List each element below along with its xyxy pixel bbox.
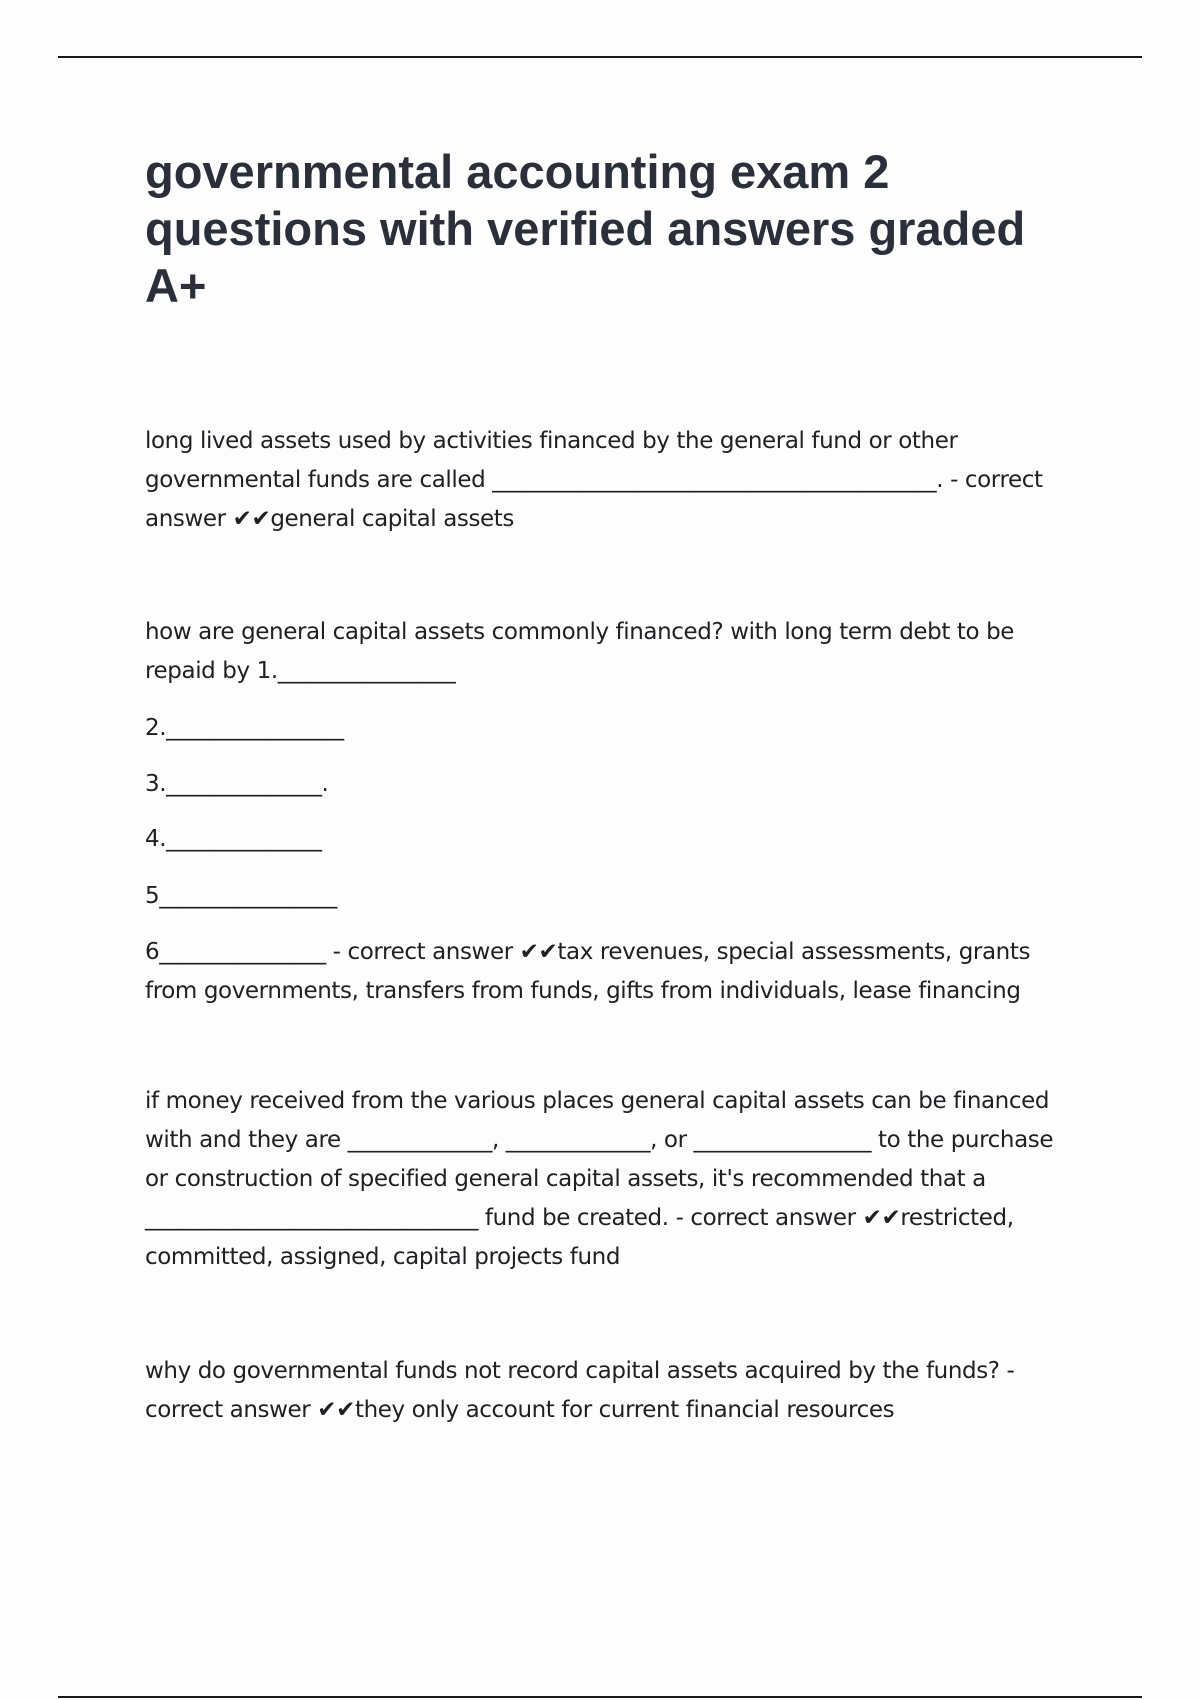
question-2: how are general capital assets commonly financed? with long term debt to be repaid by 1.________________ bbox=[145, 619, 1015, 684]
question-3: if money received from the various places general capital assets can be financed with and they are _____________, _____________, or ________________ to the purchase or construction of specified general capital assets, it's recommended that a ______________________________ fund be created. - correct answer ✔✔restricted, committed, assigned, capital projects fund bbox=[145, 1088, 1054, 1270]
question-4: why do governmental funds not record capital assets acquired by the funds? - correct answer ✔✔they only account for current financial resources bbox=[145, 1358, 1015, 1423]
top-rule bbox=[58, 56, 1142, 58]
question-2-line-3: 3.______________. bbox=[145, 771, 329, 797]
document-title: governmental accounting exam 2 questions with verified answers graded A+ bbox=[145, 145, 1026, 312]
question-2-line-6: 6_______________ - correct answer ✔✔tax revenues, special assessments, grants from governments, transfers from funds, gifts from individuals, lease financing bbox=[145, 939, 1031, 1004]
question-1: long lived assets used by activities financed by the general fund or other governmental funds are called ________________________________________. - correct answer ✔✔general capital assets bbox=[145, 428, 1043, 532]
bottom-rule bbox=[58, 1696, 1142, 1698]
question-2-line-5: 5________________ bbox=[145, 883, 337, 909]
question-2-line-2: 2.________________ bbox=[145, 715, 344, 741]
question-2-line-4: 4.______________ bbox=[145, 826, 322, 852]
